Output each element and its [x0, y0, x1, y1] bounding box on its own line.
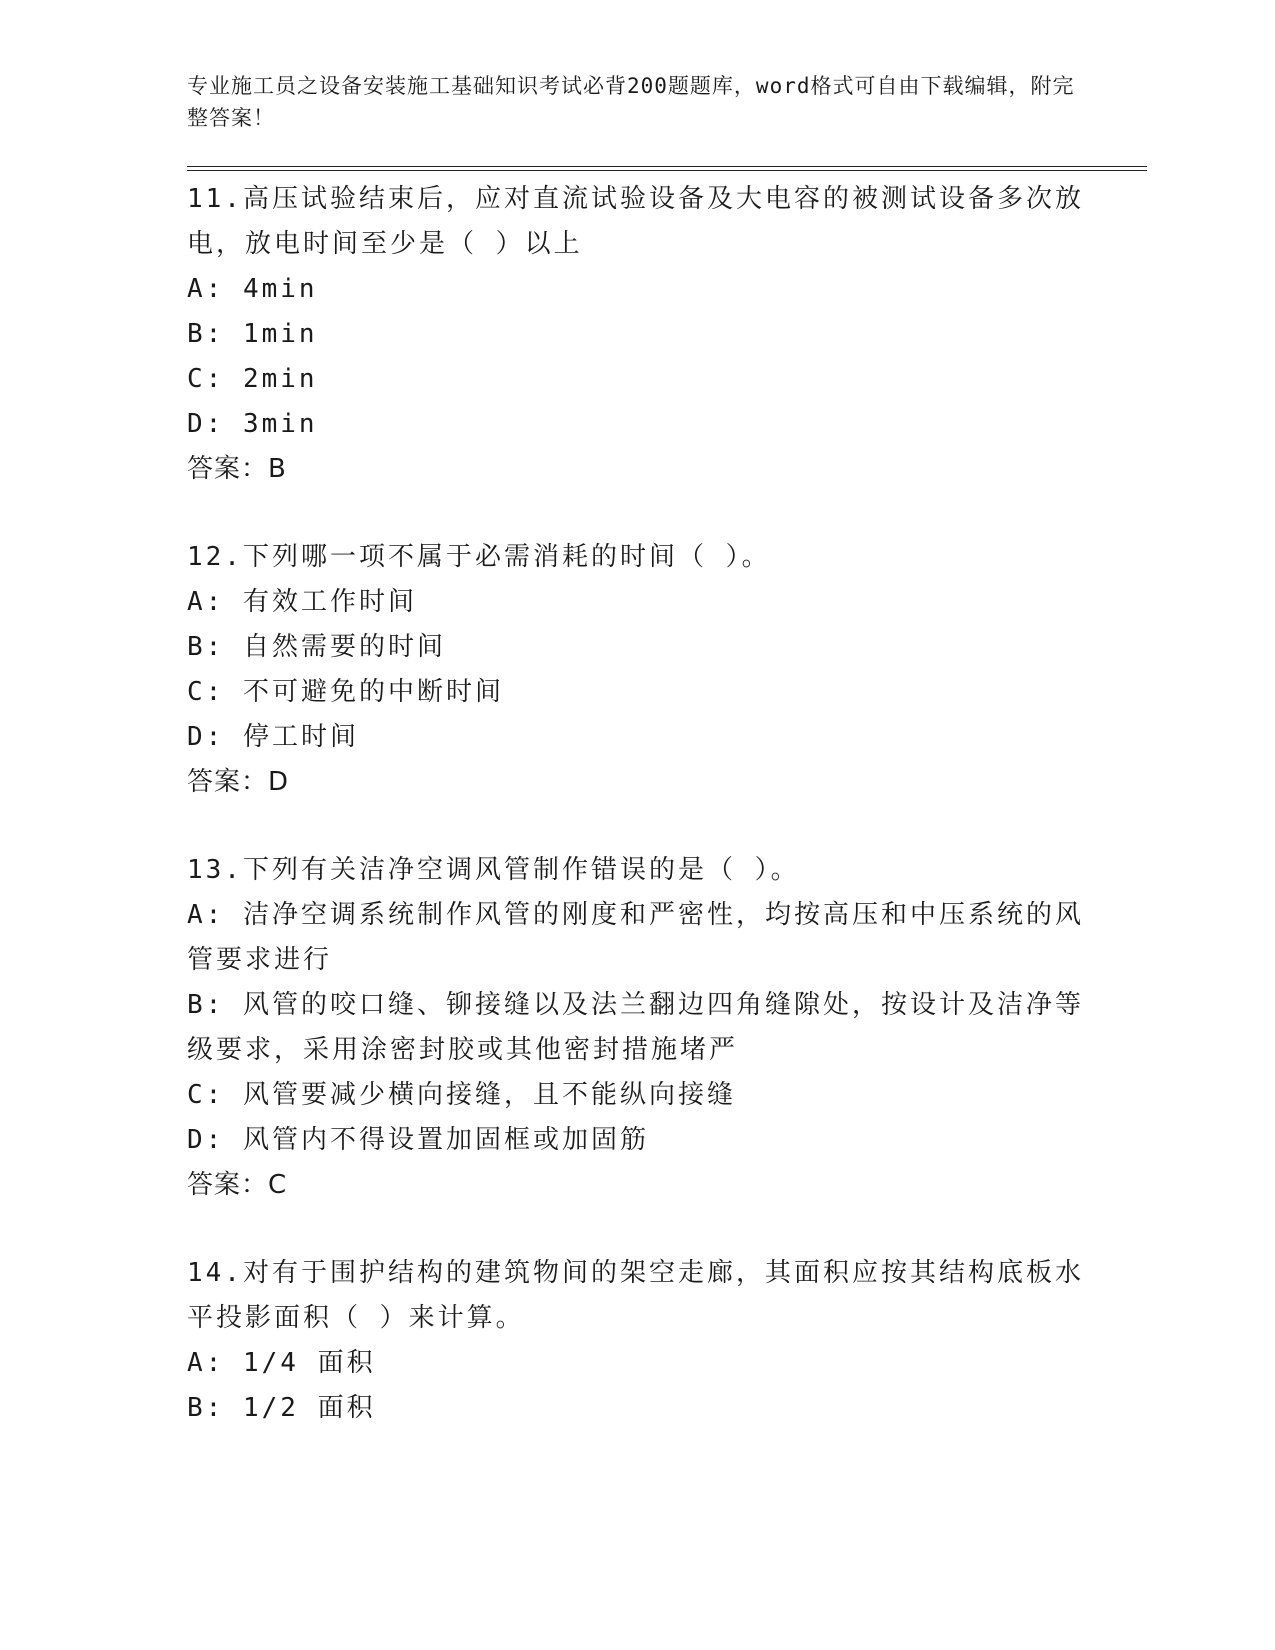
answer: 答案：B [187, 454, 287, 484]
question-11 [187, 177, 1147, 492]
option-d: D: 3min [187, 409, 318, 439]
option-c: C: 风管要减少横向接缝，且不能纵向接缝 [187, 1080, 736, 1110]
option-d: D: 停工时间 [187, 722, 359, 752]
question-13 [187, 848, 1147, 1208]
question-stem: 12.下列哪一项不属于必需消耗的时间（ ）。 [187, 542, 771, 572]
header-divider [187, 166, 1147, 171]
option-c: C: 不可避免的中断时间 [187, 677, 504, 707]
option-a: A: 有效工作时间 [187, 587, 417, 617]
option-a: A: 4min [187, 274, 318, 304]
document-title: 专业施工员之设备安装施工基础知识考试必背200题题库，word格式可自由下载编辑，附完整答案！ [187, 74, 1075, 130]
answer: 答案：D [187, 767, 290, 797]
option-b: B: 1min [187, 319, 318, 349]
option-d: D: 风管内不得设置加固框或加固筋 [187, 1125, 649, 1155]
answer: 答案：C [187, 1170, 288, 1200]
question-12 [187, 535, 1147, 805]
option-a: A: 1/4 面积 [187, 1348, 376, 1378]
option-b: B: 风管的咬口缝、铆接缝以及法兰翻边四角缝隙处，按设计及洁净等级要求，采用涂密封胶或其他密封措施堵严 [187, 990, 1084, 1065]
option-b: B: 1/2 面积 [187, 1393, 376, 1423]
question-stem: 11.高压试验结束后，应对直流试验设备及大电容的被测试设备多次放电，放电时间至少是（ ）以上 [187, 184, 1084, 259]
option-c: C: 2min [187, 364, 318, 394]
option-a: A: 洁净空调系统制作风管的刚度和严密性，均按高压和中压系统的风管要求进行 [187, 900, 1084, 975]
question-stem: 14.对有于围护结构的建筑物间的架空走廊，其面积应按其结构底板水平投影面积（ ）来计算。 [187, 1258, 1084, 1333]
option-b: B: 自然需要的时间 [187, 632, 446, 662]
document-page [187, 70, 1147, 1431]
question-stem: 13.下列有关洁净空调风管制作错误的是（ ）。 [187, 855, 800, 885]
question-14 [187, 1251, 1147, 1431]
